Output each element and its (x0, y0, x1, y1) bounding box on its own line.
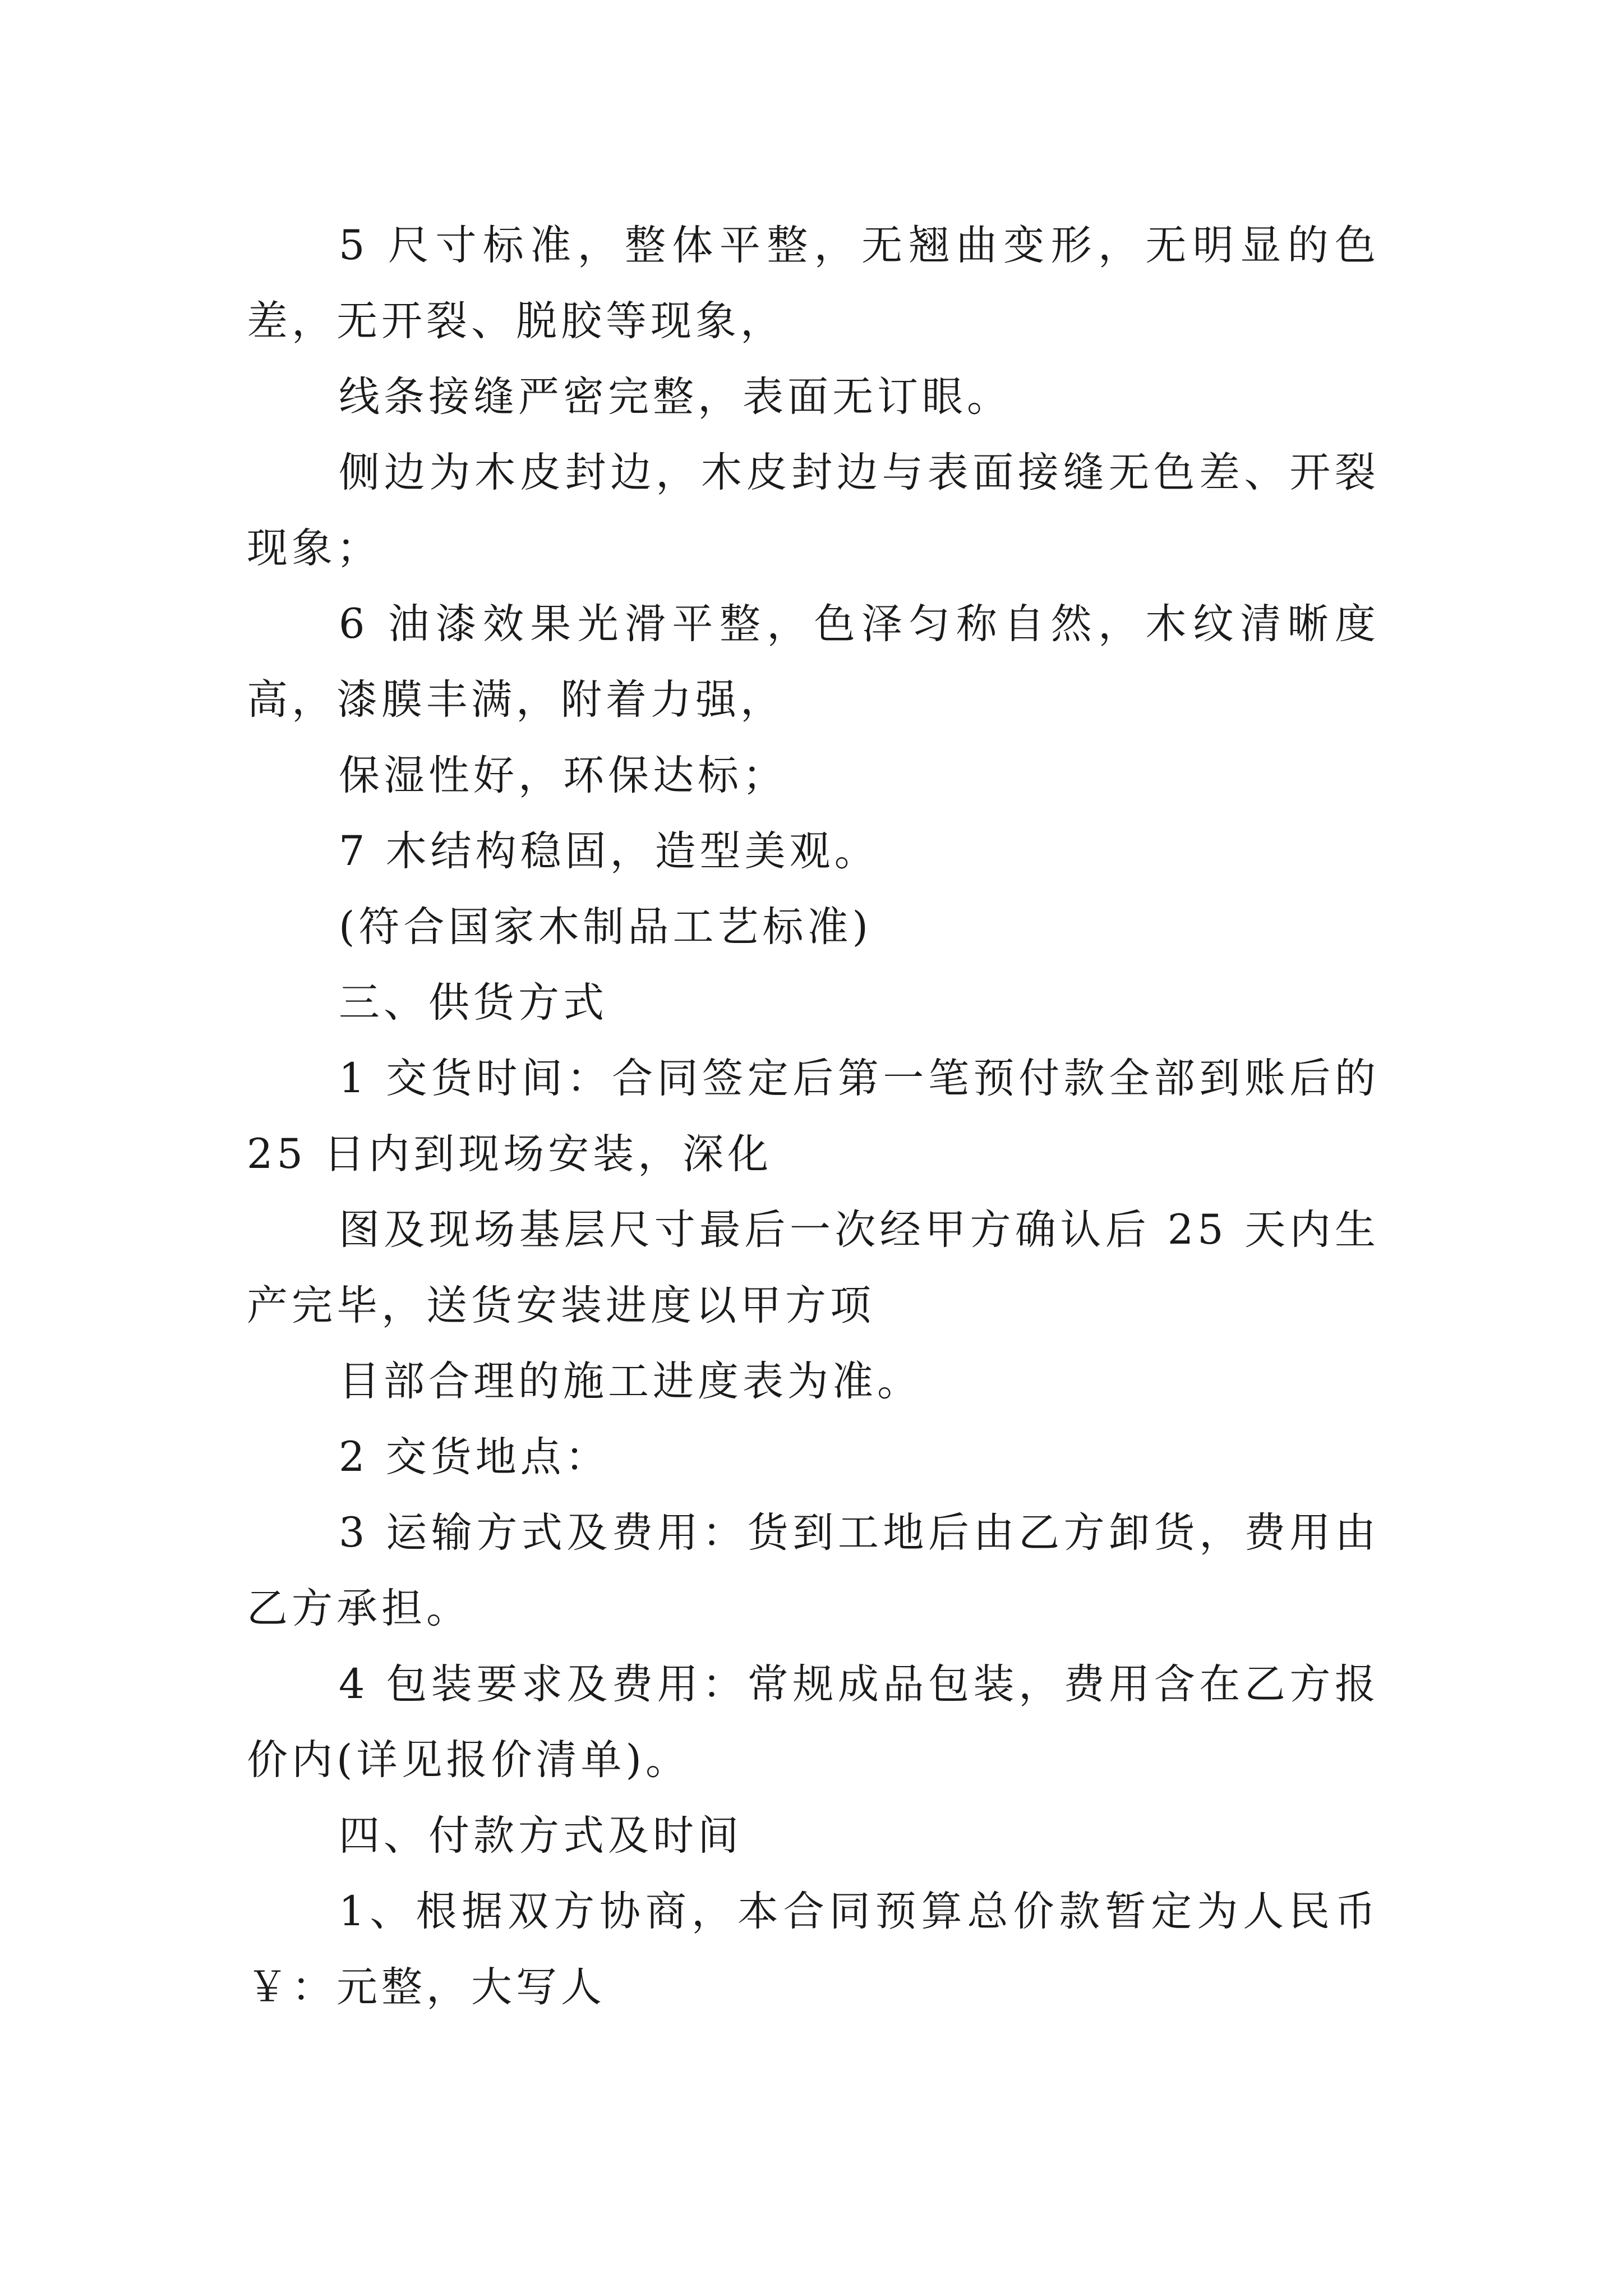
paragraph-transport: 3 运输方式及费用：货到工地后由乙方卸货，费用由乙方承担。 (247, 1509, 1380, 1632)
paragraph-paint-effect: 6 油漆效果光滑平整，色泽匀称自然，木纹清晰度高，漆膜丰满，附着力强， (247, 600, 1380, 724)
paragraph-seam: 线条接缝严密完整，表面无订眼。 (339, 373, 1012, 421)
paragraph-standard-note: (符合国家木制品工艺标准) (339, 903, 872, 951)
paragraph-moisture: 保湿性好，环保达标； (339, 752, 787, 799)
paragraph-edge-banding: 侧边为木皮封边，木皮封边与表面接缝无色差、开裂现象； (247, 449, 1380, 572)
paragraph-schedule: 目部合理的施工进度表为准。 (339, 1358, 922, 1405)
paragraph-structure: 7 木结构稳固，造型美观。 (339, 827, 879, 875)
paragraph-production: 图及现场基层尺寸最后一次经甲方确认后 25 天内生产完毕，送货安装进度以甲方项 (247, 1206, 1380, 1329)
paragraph-total-price: 1、根据双方协商，本合同预算总价款暂定为人民币￥：元整，大写人 (247, 1888, 1380, 2011)
section-heading-supply: 三、供货方式 (339, 979, 608, 1027)
paragraph-delivery-location: 2 交货地点： (339, 1433, 610, 1481)
paragraph-delivery-time: 1 交货时间：合同签定后第一笔预付款全部到账后的 25 日内到现场安装，深化 (247, 1055, 1380, 1178)
paragraph-size-standard: 5 尺寸标准，整体平整，无翘曲变形，无明显的色差，无开裂、脱胶等现象， (247, 222, 1380, 345)
paragraph-packaging: 4 包装要求及费用：常规成品包装，费用含在乙方报价内(详见报价清单)。 (247, 1660, 1380, 1784)
section-heading-payment: 四、付款方式及时间 (339, 1812, 743, 1860)
document-body (247, 208, 1380, 2025)
